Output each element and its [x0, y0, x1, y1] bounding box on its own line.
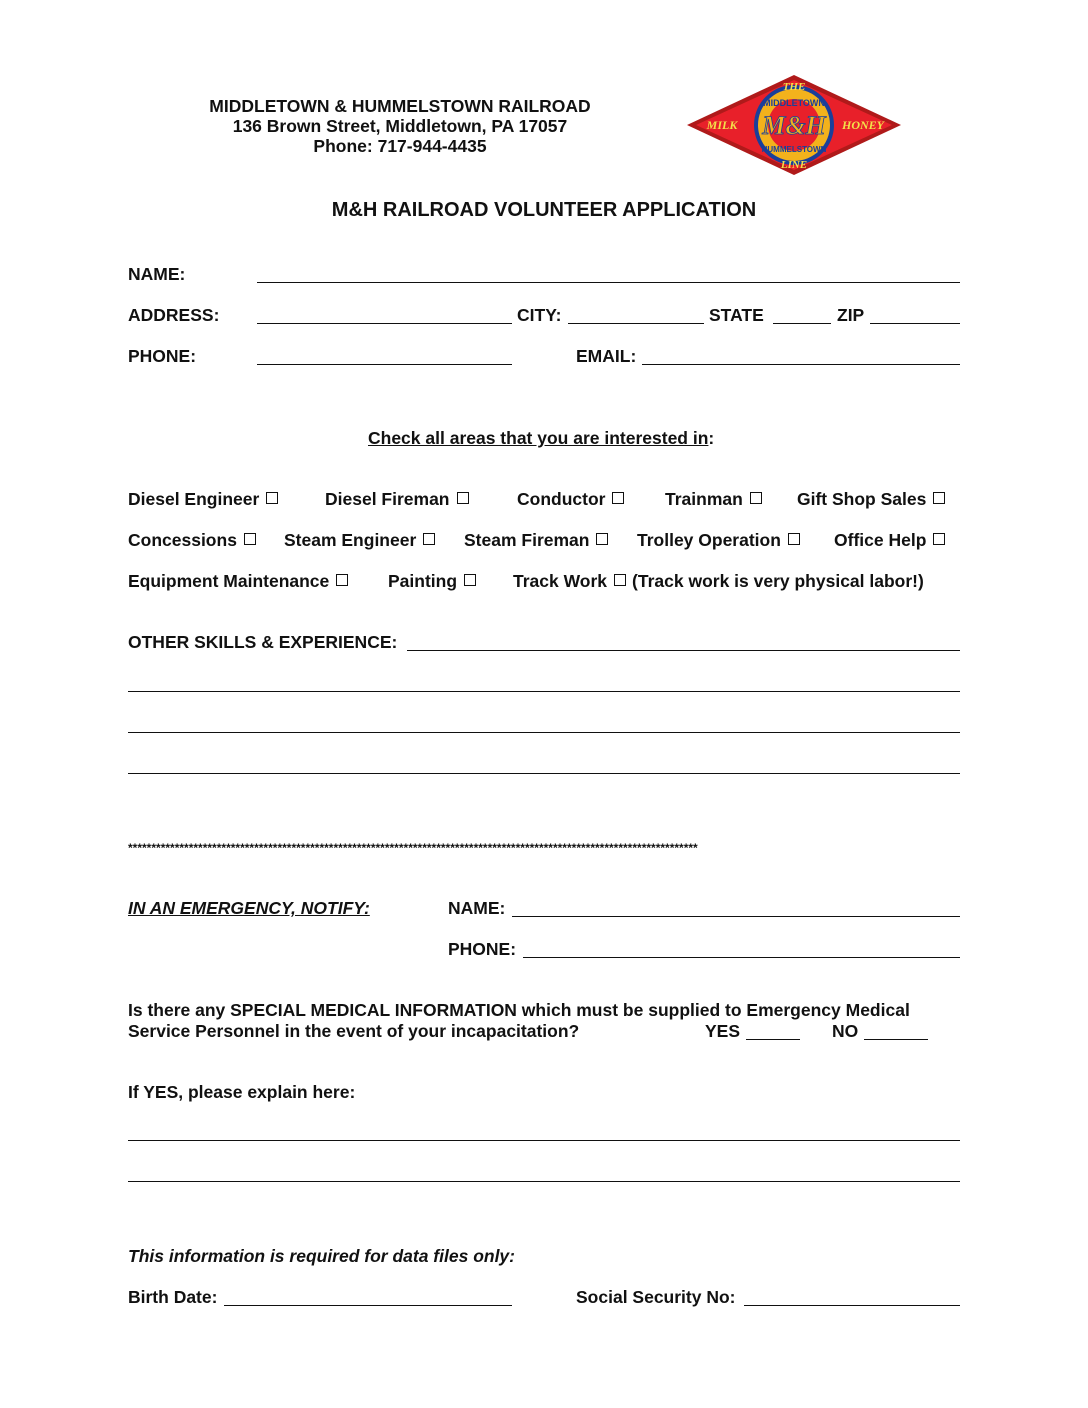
interests-heading-text: Check all areas that you are interested in [368, 428, 709, 448]
medical-yes-line[interactable] [746, 1039, 800, 1040]
checkbox-track-work[interactable] [513, 571, 924, 591]
emergency-phone-line[interactable] [523, 957, 960, 958]
option-label: Office Help [834, 530, 927, 550]
mh-logo [684, 72, 904, 178]
logo-top-text: THE [782, 81, 806, 93]
phone-input-line[interactable] [257, 364, 512, 365]
option-label: Gift Shop Sales [797, 489, 927, 509]
option-label: Conductor [517, 489, 606, 509]
option-label: Diesel Engineer [128, 489, 260, 509]
checkbox-conductor[interactable] [517, 489, 624, 509]
checkbox-icon[interactable] [933, 533, 945, 545]
checkbox-equipment-maintenance[interactable] [128, 571, 348, 591]
option-label: Steam Fireman [464, 530, 590, 550]
name-label: NAME: [128, 264, 186, 284]
state-label: STATE [709, 305, 764, 325]
checkbox-icon[interactable] [933, 492, 945, 504]
city-input-line[interactable] [568, 323, 704, 324]
checkbox-icon[interactable] [750, 492, 762, 504]
org-header [130, 96, 670, 156]
checkbox-icon[interactable] [457, 492, 469, 504]
medical-question-line1: Is there any SPECIAL MEDICAL INFORMATION which must be supplied to Emergency Medical [128, 1000, 910, 1020]
email-input-line[interactable] [642, 364, 960, 365]
emergency-name-line[interactable] [512, 916, 960, 917]
option-label: Diesel Fireman [325, 489, 450, 509]
checkbox-icon[interactable] [612, 492, 624, 504]
name-input-line[interactable] [257, 282, 960, 283]
checkbox-gift-shop-sales[interactable] [797, 489, 945, 509]
checkbox-diesel-engineer[interactable] [128, 489, 278, 509]
medical-question-line2: Service Personnel in the event of your incapacitation? [128, 1021, 580, 1041]
medical-no-line[interactable] [864, 1039, 928, 1040]
email-label: EMAIL: [576, 346, 637, 366]
checkbox-icon[interactable] [614, 574, 626, 586]
logo-ring-bottom-text: HUMMELSTOWN [761, 145, 827, 154]
option-label: Track Work [513, 571, 608, 591]
other-skills-line-4[interactable] [128, 773, 960, 774]
checkbox-icon[interactable] [596, 533, 608, 545]
birth-date-label: Birth Date: [128, 1287, 218, 1307]
logo-bottom-text: LINE [780, 159, 808, 171]
medical-explain-label: If YES, please explain here: [128, 1082, 356, 1102]
option-label: Concessions [128, 530, 237, 550]
state-input-line[interactable] [773, 323, 831, 324]
city-label: CITY: [517, 305, 562, 325]
checkbox-icon[interactable] [788, 533, 800, 545]
logo-right-text: HONEY [842, 118, 884, 132]
checkbox-trolley-operation[interactable] [637, 530, 800, 550]
track-work-note: (Track work is very physical labor!) [632, 571, 924, 591]
option-label: Equipment Maintenance [128, 571, 330, 591]
address-input-line[interactable] [257, 323, 512, 324]
checkbox-trainman[interactable] [665, 489, 762, 509]
birth-date-line[interactable] [224, 1305, 512, 1306]
medical-explain-line-1[interactable] [128, 1140, 960, 1141]
checkbox-icon[interactable] [336, 574, 348, 586]
checkbox-concessions[interactable] [128, 530, 256, 550]
checkbox-icon[interactable] [244, 533, 256, 545]
medical-explain-line-2[interactable] [128, 1181, 960, 1182]
logo-left-text: MILK [706, 118, 738, 132]
separator: ************************************************************************************************************************** [128, 841, 698, 855]
medical-yes-label: YES [705, 1021, 741, 1041]
address-label: ADDRESS: [128, 305, 220, 325]
option-label: Trolley Operation [637, 530, 781, 550]
page-title: M&H RAILROAD VOLUNTEER APPLICATION [331, 199, 757, 221]
zip-label: ZIP [837, 305, 865, 325]
phone-label: PHONE: [128, 346, 197, 366]
checkbox-icon[interactable] [266, 492, 278, 504]
option-label: Trainman [665, 489, 743, 509]
other-skills-line-2[interactable] [128, 691, 960, 692]
checkbox-diesel-fireman[interactable] [325, 489, 469, 509]
org-name: MIDDLETOWN & HUMMELSTOWN RAILROAD [209, 96, 591, 116]
org-address: 136 Brown Street, Middletown, PA 17057 [232, 116, 568, 136]
emergency-name-label: NAME: [448, 898, 506, 918]
logo-monogram: M&H [762, 111, 826, 140]
logo-ring-top-text: MIDDLETOWN [763, 98, 825, 108]
other-skills-line-3[interactable] [128, 732, 960, 733]
option-label: Steam Engineer [284, 530, 417, 550]
other-skills-label: OTHER SKILLS & EXPERIENCE: [128, 632, 398, 652]
interests-heading [368, 428, 714, 448]
org-phone: Phone: 717-944-4435 [313, 136, 487, 156]
ssn-line[interactable] [744, 1305, 960, 1306]
checkbox-office-help[interactable] [834, 530, 945, 550]
medical-no-label: NO [832, 1021, 859, 1041]
emergency-heading: IN AN EMERGENCY, NOTIFY: [128, 898, 370, 918]
emergency-phone-label: PHONE: [448, 939, 517, 959]
ssn-label: Social Security No: [576, 1287, 736, 1307]
checkbox-icon[interactable] [423, 533, 435, 545]
other-skills-line-1[interactable] [407, 650, 960, 651]
zip-input-line[interactable] [870, 323, 960, 324]
data-files-note: This information is required for data files only: [128, 1246, 515, 1266]
checkbox-painting[interactable] [388, 571, 476, 591]
checkbox-icon[interactable] [464, 574, 476, 586]
checkbox-steam-engineer[interactable] [284, 530, 435, 550]
option-label: Painting [388, 571, 458, 591]
checkbox-steam-fireman[interactable] [464, 530, 608, 550]
interests-heading-colon: : [708, 428, 715, 448]
